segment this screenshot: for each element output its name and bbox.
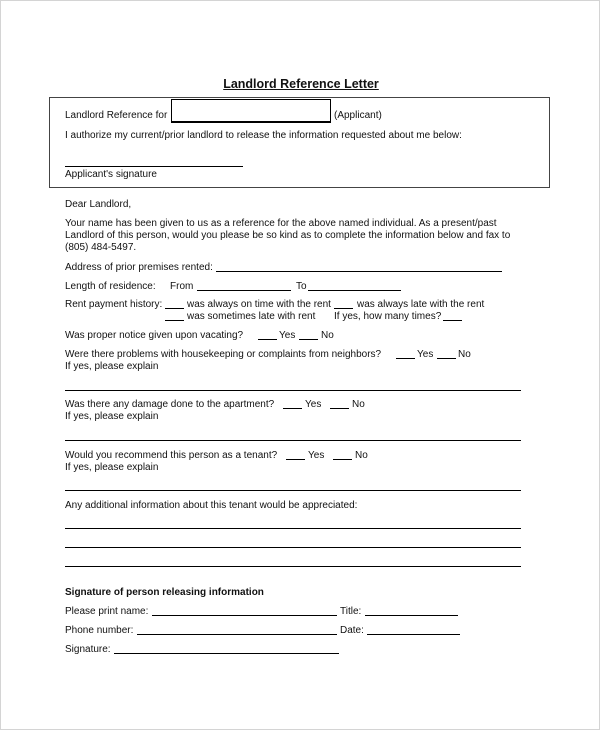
applicant-name-field[interactable] bbox=[171, 99, 331, 123]
damage-explain-line[interactable] bbox=[65, 440, 521, 441]
housekeeping-no-label: No bbox=[458, 349, 471, 360]
recommend-explain-line[interactable] bbox=[65, 490, 521, 491]
damage-no-blank[interactable] bbox=[330, 408, 349, 409]
applicant-signature-line[interactable] bbox=[65, 166, 243, 167]
housekeeping-yes-blank[interactable] bbox=[396, 358, 415, 359]
signature-section-heading: Signature of person releasing information bbox=[65, 587, 264, 598]
rent-always-late-blank[interactable] bbox=[334, 308, 353, 309]
rent-sometimes-late-blank[interactable] bbox=[165, 320, 184, 321]
letter-body-line-2: Landlord of this person, would you please be so kind as to complete the information below and fax to bbox=[65, 230, 511, 241]
address-field-line[interactable] bbox=[216, 271, 502, 272]
from-label: From bbox=[170, 281, 194, 292]
additional-info-line-2[interactable] bbox=[65, 547, 521, 548]
damage-yes-label: Yes bbox=[305, 399, 322, 410]
signature-label: Signature: bbox=[65, 644, 111, 655]
fax-number: (805) 484-5497. bbox=[65, 242, 137, 253]
address-label: Address of prior premises rented: bbox=[65, 262, 213, 273]
salutation: Dear Landlord, bbox=[65, 199, 132, 210]
authorization-text: I authorize my current/prior landlord to release the information requested about me below: bbox=[65, 130, 462, 141]
notice-yes-blank[interactable] bbox=[258, 339, 277, 340]
rent-sometimes-late-text: was sometimes late with rent bbox=[187, 311, 316, 322]
damage-no-label: No bbox=[352, 399, 365, 410]
residence-label: Length of residence: bbox=[65, 281, 156, 292]
recommend-yes-blank[interactable] bbox=[286, 459, 305, 460]
print-name-label: Please print name: bbox=[65, 606, 149, 617]
letter-body-line-1: Your name has been given to us as a reference for the above named individual. As a present/past bbox=[65, 218, 497, 229]
recommend-no-blank[interactable] bbox=[333, 459, 352, 460]
date-line[interactable] bbox=[367, 634, 460, 635]
phone-label: Phone number: bbox=[65, 625, 134, 636]
late-times-blank[interactable] bbox=[443, 320, 462, 321]
print-name-line[interactable] bbox=[152, 615, 337, 616]
housekeeping-no-blank[interactable] bbox=[437, 358, 456, 359]
recommend-no-label: No bbox=[355, 450, 368, 461]
rent-on-time-text: was always on time with the rent bbox=[187, 299, 331, 310]
additional-info-line-3[interactable] bbox=[65, 566, 521, 567]
page-title: Landlord Reference Letter bbox=[223, 77, 379, 91]
phone-line[interactable] bbox=[137, 634, 337, 635]
damage-yes-blank[interactable] bbox=[283, 408, 302, 409]
landlord-reference-label: Landlord Reference for bbox=[65, 110, 168, 121]
to-label: To bbox=[296, 281, 307, 292]
recommend-question: Would you recommend this person as a tenant? bbox=[65, 450, 278, 461]
housekeeping-question: Were there problems with housekeeping or complaints from neighbors? bbox=[65, 349, 382, 360]
housekeeping-explain-line[interactable] bbox=[65, 390, 521, 391]
damage-question: Was there any damage done to the apartment? bbox=[65, 399, 275, 410]
applicant-suffix-label: (Applicant) bbox=[334, 110, 382, 121]
notice-question: Was proper notice given upon vacating? bbox=[65, 330, 244, 341]
additional-info-label: Any additional information about this tenant would be appreciated: bbox=[65, 500, 358, 511]
notice-no-label: No bbox=[321, 330, 334, 341]
title-line[interactable] bbox=[365, 615, 458, 616]
housekeeping-yes-label: Yes bbox=[417, 349, 434, 360]
rent-history-label: Rent payment history: bbox=[65, 299, 163, 310]
title-label: Title: bbox=[340, 606, 362, 617]
late-times-label: If yes, how many times? bbox=[334, 311, 442, 322]
rent-always-late-text: was always late with the rent bbox=[357, 299, 485, 310]
recommend-yes-label: Yes bbox=[308, 450, 325, 461]
recommend-explain-label: If yes, please explain bbox=[65, 462, 159, 473]
from-field-line[interactable] bbox=[197, 290, 291, 291]
signature-line[interactable] bbox=[114, 653, 339, 654]
housekeeping-explain-label: If yes, please explain bbox=[65, 361, 159, 372]
applicant-signature-label: Applicant's signature bbox=[65, 169, 157, 180]
date-label: Date: bbox=[340, 625, 364, 636]
notice-yes-label: Yes bbox=[279, 330, 296, 341]
to-field-line[interactable] bbox=[308, 290, 401, 291]
damage-explain-label: If yes, please explain bbox=[65, 411, 159, 422]
additional-info-line-1[interactable] bbox=[65, 528, 521, 529]
rent-on-time-blank[interactable] bbox=[165, 308, 184, 309]
notice-no-blank[interactable] bbox=[299, 339, 318, 340]
